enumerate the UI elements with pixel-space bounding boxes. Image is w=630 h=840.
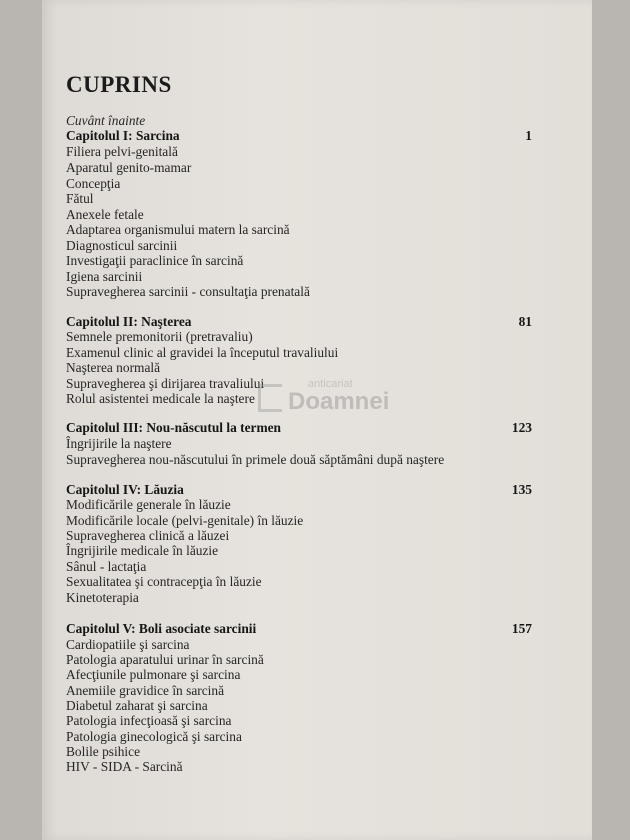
toc-item: Îngrijirile la naştere (66, 436, 172, 451)
toc-item: Supravegherea clinică a lăuzei (66, 528, 230, 543)
toc-item: Patologia infecţioasă şi sarcina (66, 713, 232, 728)
watermark-main-text: Doamnei (288, 388, 390, 415)
toc-item: Modificările generale în lăuzie (66, 497, 231, 512)
chapter-heading (66, 314, 532, 330)
toc-item: Anemiile gravidice în sarcină (66, 683, 225, 698)
chapter-heading (66, 621, 532, 637)
anticariat-watermark (258, 378, 408, 418)
chapter-page-number: 157 (511, 621, 532, 636)
chapter-heading (66, 128, 532, 144)
toc-item: Kinetoterapia (66, 590, 139, 605)
toc-item: Igiena sarcinii (66, 269, 143, 284)
toc-item: Rolul asistentei medicale la naştere (66, 391, 255, 406)
chapter-title: Capitolul IV: Lăuzia (66, 482, 184, 497)
toc-item: Modificările locale (pelvi-genitale) în lăuzie (66, 513, 304, 528)
chapter-page-number: 123 (511, 420, 532, 435)
watermark-top-text: anticariat (308, 378, 353, 390)
toc-item: Filiera pelvi-genitală (66, 144, 178, 159)
chapter-page-number: 135 (511, 482, 532, 497)
toc-item: Fătul (66, 191, 94, 206)
toc-item: Supravegherea şi dirijarea travaliului (66, 376, 265, 391)
watermark-logo-icon (258, 384, 282, 412)
chapter-page-number: 1 (525, 128, 532, 143)
chapter-title: Capitolul III: Nou-născutul la termen (66, 420, 282, 435)
page-title: CUPRINS (66, 72, 172, 97)
toc-item: Adaptarea organismului matern la sarcină (66, 222, 290, 237)
toc-item: Sânul - lactaţia (66, 559, 147, 574)
toc-item: Concepţia (66, 176, 121, 191)
toc-item: Semnele premonitorii (pretravaliu) (66, 329, 253, 344)
toc-item: Diagnosticul sarcinii (66, 238, 178, 253)
toc-item: Afecţiunile pulmonare şi sarcina (66, 667, 241, 682)
toc-item: Naşterea normală (66, 360, 161, 375)
chapter-title: Capitolul I: Sarcina (66, 128, 180, 143)
toc-item: Supravegherea nou-născutului în primele două săptămâni după naştere (66, 452, 445, 467)
chapter-heading (66, 420, 532, 436)
toc-item: Bolile psihice (66, 744, 141, 759)
intro-line: Cuvânt înainte (66, 113, 146, 128)
toc-item: Investigaţii paraclinice în sarcină (66, 253, 244, 268)
chapter-page-number: 81 (518, 314, 532, 329)
toc-item: Sexualitatea şi contracepţia în lăuzie (66, 574, 262, 589)
chapter-heading (66, 482, 532, 498)
toc-item: Examenul clinic al gravidei la începutul travaliului (66, 345, 339, 360)
toc-item: Supravegherea sarcinii - consultaţia prenatală (66, 284, 310, 299)
toc-item: Diabetul zaharat şi sarcina (66, 698, 208, 713)
toc-item: Aparatul genito-mamar (66, 160, 192, 175)
toc-item: Cardiopatiile şi sarcina (66, 637, 190, 652)
chapter-title: Capitolul V: Boli asociate sarcinii (66, 621, 257, 636)
toc-item: Anexele fetale (66, 207, 144, 222)
toc-item: Îngrijirile medicale în lăuzie (66, 543, 219, 558)
toc-item: Patologia aparatului urinar în sarcină (66, 652, 264, 667)
toc-item: HIV - SIDA - Sarcină (66, 759, 183, 774)
toc-item: Patologia ginecologică şi sarcina (66, 729, 242, 744)
chapter-title: Capitolul II: Naşterea (66, 314, 192, 329)
